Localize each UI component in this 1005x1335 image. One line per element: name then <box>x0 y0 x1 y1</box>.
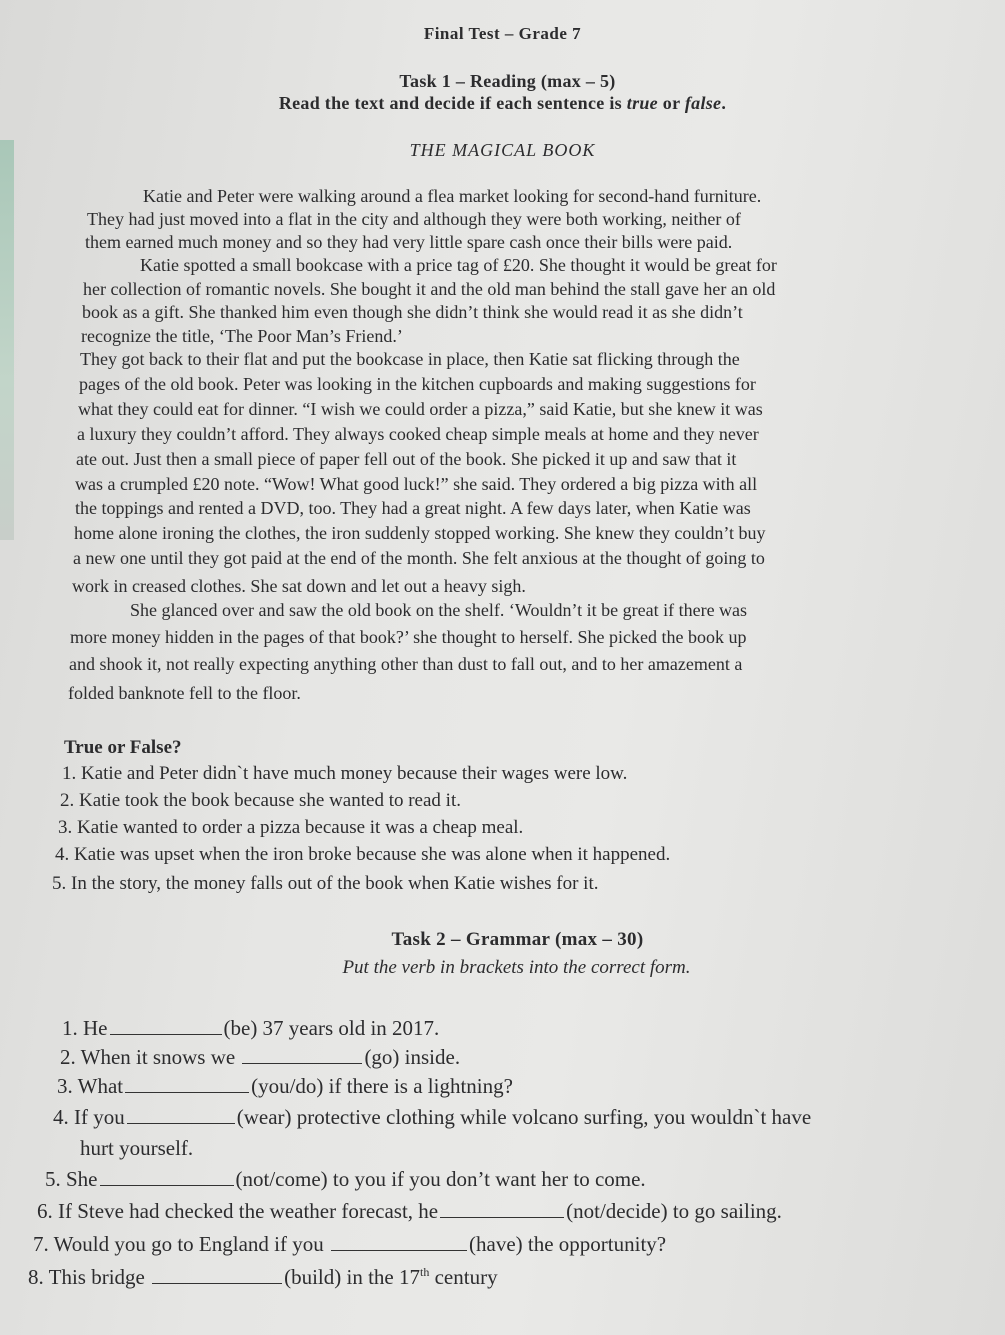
tf-heading: True or False? <box>64 737 182 758</box>
instruction-text-c: . <box>721 93 727 113</box>
story-line: folded banknote fell to the floor. <box>68 683 301 703</box>
story-line: was a crumpled £20 note. “Wow! What good luck!” she said. They ordered a big pizza with all <box>75 474 758 494</box>
answer-blank[interactable] <box>242 1062 362 1064</box>
answer-blank[interactable] <box>110 1033 222 1035</box>
story-line: a luxury they couldn’t afford. They always cooked cheap simple meals at home and they never <box>77 424 759 444</box>
story-line: work in creased clothes. She sat down and let out a heavy sigh. <box>72 576 526 596</box>
story-line: Katie and Peter were walking around a flea market looking for second-hand furniture. <box>143 186 762 206</box>
story-line: more money hidden in the pages of that book?’ she thought to herself. She picked the book up <box>70 627 747 647</box>
story-line: them earned much money and so they had very little spare cash once their bills were paid. <box>85 232 733 252</box>
page-title: Final Test – Grade 7 <box>423 24 582 43</box>
grammar-item: 8. This bridge (build) in the 17th century <box>28 1265 498 1289</box>
story-line: They had just moved into a flat in the city and although they were both working, neither of <box>87 209 741 229</box>
answer-blank[interactable] <box>127 1122 235 1124</box>
story-line: pages of the old book. Peter was looking in the kitchen cupboards and making suggestions for <box>79 374 756 394</box>
story-line: what they could eat for dinner. “I wish we could order a pizza,” said Katie, but she knew it was <box>78 399 763 419</box>
grammar-item-continued: hurt yourself. <box>80 1136 194 1160</box>
task2-instruction: Put the verb in brackets into the correct form. <box>342 957 691 978</box>
story-line: She glanced over and saw the old book on the shelf. ‘Wouldn’t it be great if there was <box>130 600 748 620</box>
story-line: her collection of romantic novels. She bought it and the old man behind the stall gave her an old <box>83 279 776 299</box>
tf-item: 4. Katie was upset when the iron broke because she was alone when it happened. <box>55 844 671 865</box>
grammar-item: 3. What (you/do) if there is a lightning? <box>57 1074 513 1098</box>
story-title: THE MAGICAL BOOK <box>409 140 596 160</box>
tf-item: 1. Katie and Peter didn`t have much money because their wages were low. <box>62 763 628 784</box>
grammar-item: 6. If Steve had checked the weather forecast, he (not/decide) to go sailing. <box>37 1199 782 1223</box>
background-object <box>0 140 14 540</box>
story-line: ate out. Just then a small piece of paper fell out of the book. She picked it up and saw that it <box>76 449 737 469</box>
answer-blank[interactable] <box>440 1216 564 1218</box>
instruction-text-a: Read the text and decide if each sentence is <box>278 93 627 113</box>
task2-title: Task 2 – Grammar (max – 30) <box>391 929 644 950</box>
answer-blank[interactable] <box>152 1282 282 1284</box>
task1-instruction <box>0 93 1005 114</box>
answer-blank[interactable] <box>331 1249 467 1251</box>
story-line: book as a gift. She thanked him even though she didn’t think she would read it as she didn’t <box>82 302 743 322</box>
story-line: home alone ironing the clothes, the iron suddenly stopped working. She knew they couldn’t buy <box>74 523 766 543</box>
tf-item: 3. Katie wanted to order a pizza because it was a cheap meal. <box>58 817 524 838</box>
instruction-text-b: or <box>657 93 685 113</box>
grammar-item: 4. If you (wear) protective clothing while volcano surfing, you wouldn`t have <box>53 1105 812 1129</box>
grammar-item: 7. Would you go to England if you (have) the opportunity? <box>33 1232 667 1256</box>
story-line: the toppings and rented a DVD, too. They had a great night. A few days later, when Katie was <box>75 498 751 518</box>
story-line: a new one until they got paid at the end of the month. She felt anxious at the thought of going to <box>73 548 765 568</box>
instruction-false: false <box>684 93 722 113</box>
grammar-item: 1. He (be) 37 years old in 2017. <box>62 1016 440 1040</box>
grammar-item: 2. When it snows we (go) inside. <box>60 1045 461 1069</box>
answer-blank[interactable] <box>100 1184 234 1186</box>
story-line: Katie spotted a small bookcase with a price tag of £20. She thought it would be great for <box>140 255 777 275</box>
tf-item: 2. Katie took the book because she wanted to read it. <box>60 790 461 811</box>
story-line: and shook it, not really expecting anything other than dust to fall out, and to her amazement a <box>69 654 743 674</box>
answer-blank[interactable] <box>125 1091 249 1093</box>
grammar-item: 5. She (not/come) to you if you don’t want her to come. <box>45 1167 646 1191</box>
tf-item: 5. In the story, the money falls out of the book when Katie wishes for it. <box>52 873 599 894</box>
story-line: recognize the title, ‘The Poor Man’s Friend.’ <box>81 326 403 346</box>
instruction-true: true <box>626 93 658 113</box>
task1-title: Task 1 – Reading (max – 5) <box>399 71 616 91</box>
story-line: They got back to their flat and put the bookcase in place, then Katie sat flicking through the <box>80 349 740 369</box>
